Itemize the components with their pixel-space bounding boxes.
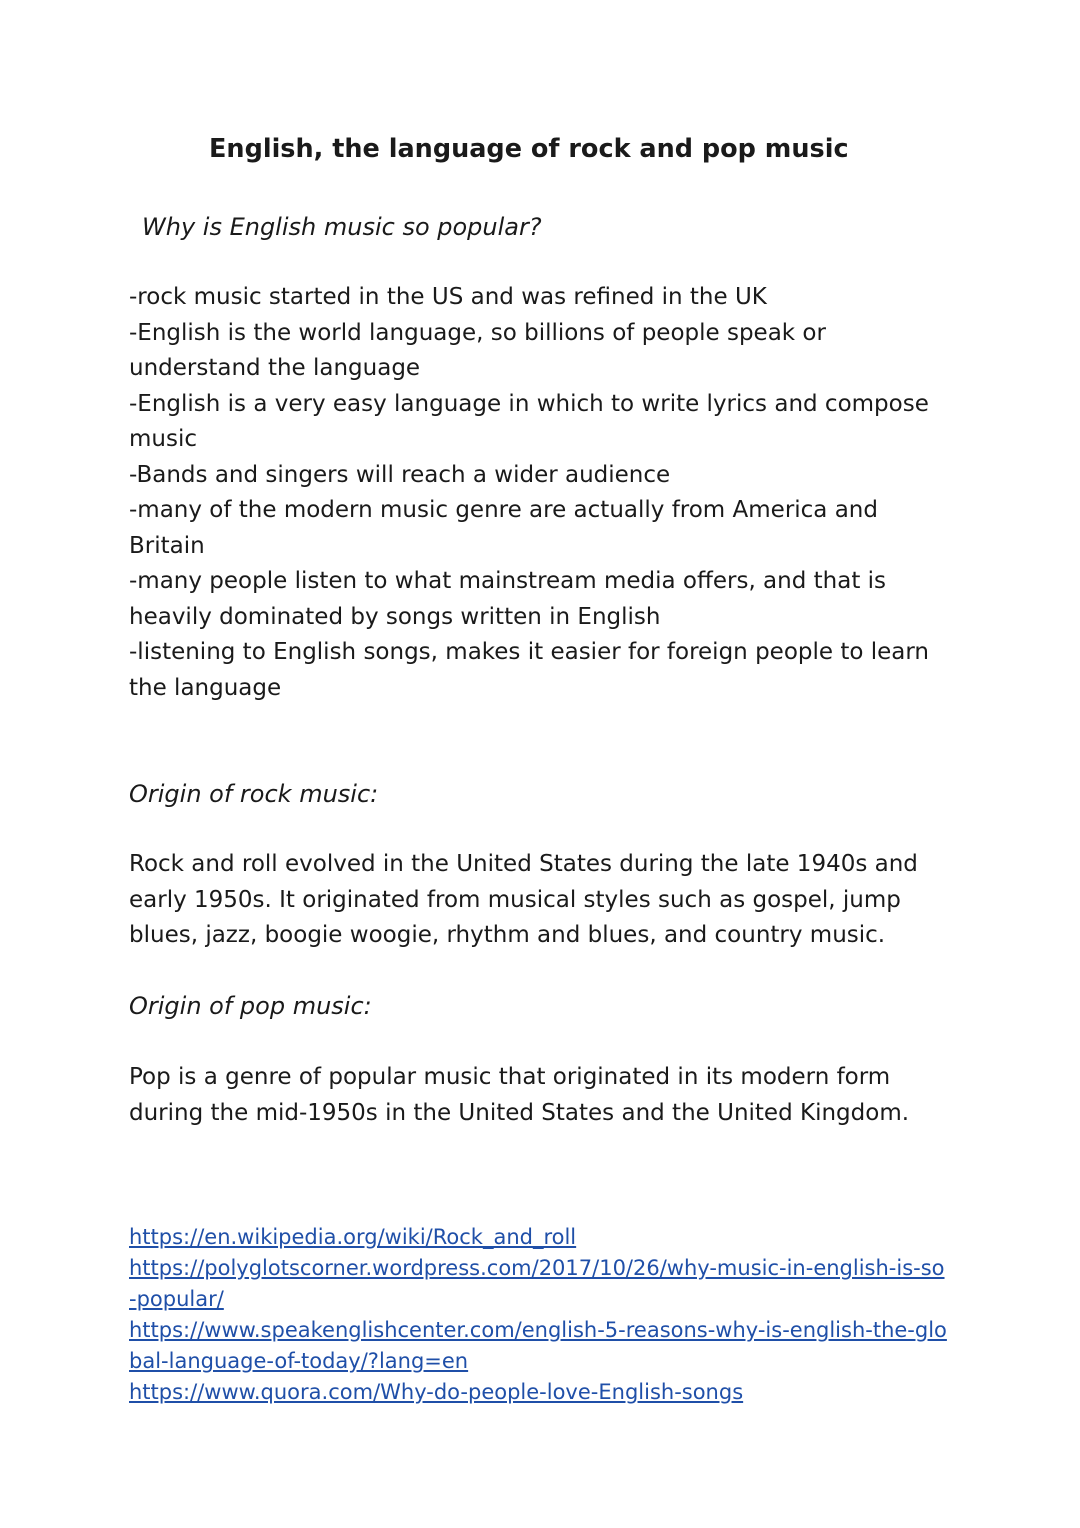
source-link-polyglotscorner[interactable]: https://polyglotscorner.wordpress.com/2017/10/26/why-music-in-english-is-so-popular/ [129, 1256, 945, 1311]
source-link-quora[interactable]: https://www.quora.com/Why-do-people-love-English-songs [129, 1380, 744, 1404]
rock-origin-heading: Origin of rock music: [129, 780, 379, 808]
reason-item: -Bands and singers will reach a wider audience [129, 461, 671, 488]
source-item [129, 1315, 949, 1377]
pop-origin-heading: Origin of pop music: [129, 992, 372, 1020]
reason-item: -English is the world language, so billions of people speak or understand the language [129, 319, 826, 381]
source-item [129, 1253, 949, 1315]
document-title: English, the language of rock and pop music [209, 134, 849, 164]
reason-item: -rock music started in the US and was refined in the UK [129, 284, 767, 310]
reason-item: -many people listen to what mainstream media offers, and that is heavily dominated by songs written in English [129, 568, 887, 630]
document-subtitle: Why is English music so popular? [142, 213, 542, 241]
sources-list [129, 1222, 949, 1408]
reason-item: -many of the modern music genre are actually from America and Britain [129, 497, 878, 559]
source-item [129, 1222, 949, 1253]
pop-origin-text: Pop is a genre of popular music that originated in its modern form during the mid-1950s in the United States and the United Kingdom. [129, 1064, 910, 1126]
reason-item: -listening to English songs, makes it easier for foreign people to learn the language [129, 639, 930, 701]
reason-item: -English is a very easy language in which to write lyrics and compose music [129, 390, 929, 452]
source-link-speakenglishcenter[interactable]: https://www.speakenglishcenter.com/english-5-reasons-why-is-english-the-global-language-of-today/?lang=en [129, 1318, 947, 1373]
source-link-wikipedia[interactable]: https://en.wikipedia.org/wiki/Rock_and_roll [129, 1225, 577, 1249]
reasons-list [129, 280, 959, 706]
rock-origin-text: Rock and roll evolved in the United States during the late 1940s and early 1950s. It originated from musical styles such as gospel, jump blues, jazz, boogie woogie, rhythm and blues, and country music. [129, 851, 918, 948]
source-item [129, 1377, 949, 1408]
